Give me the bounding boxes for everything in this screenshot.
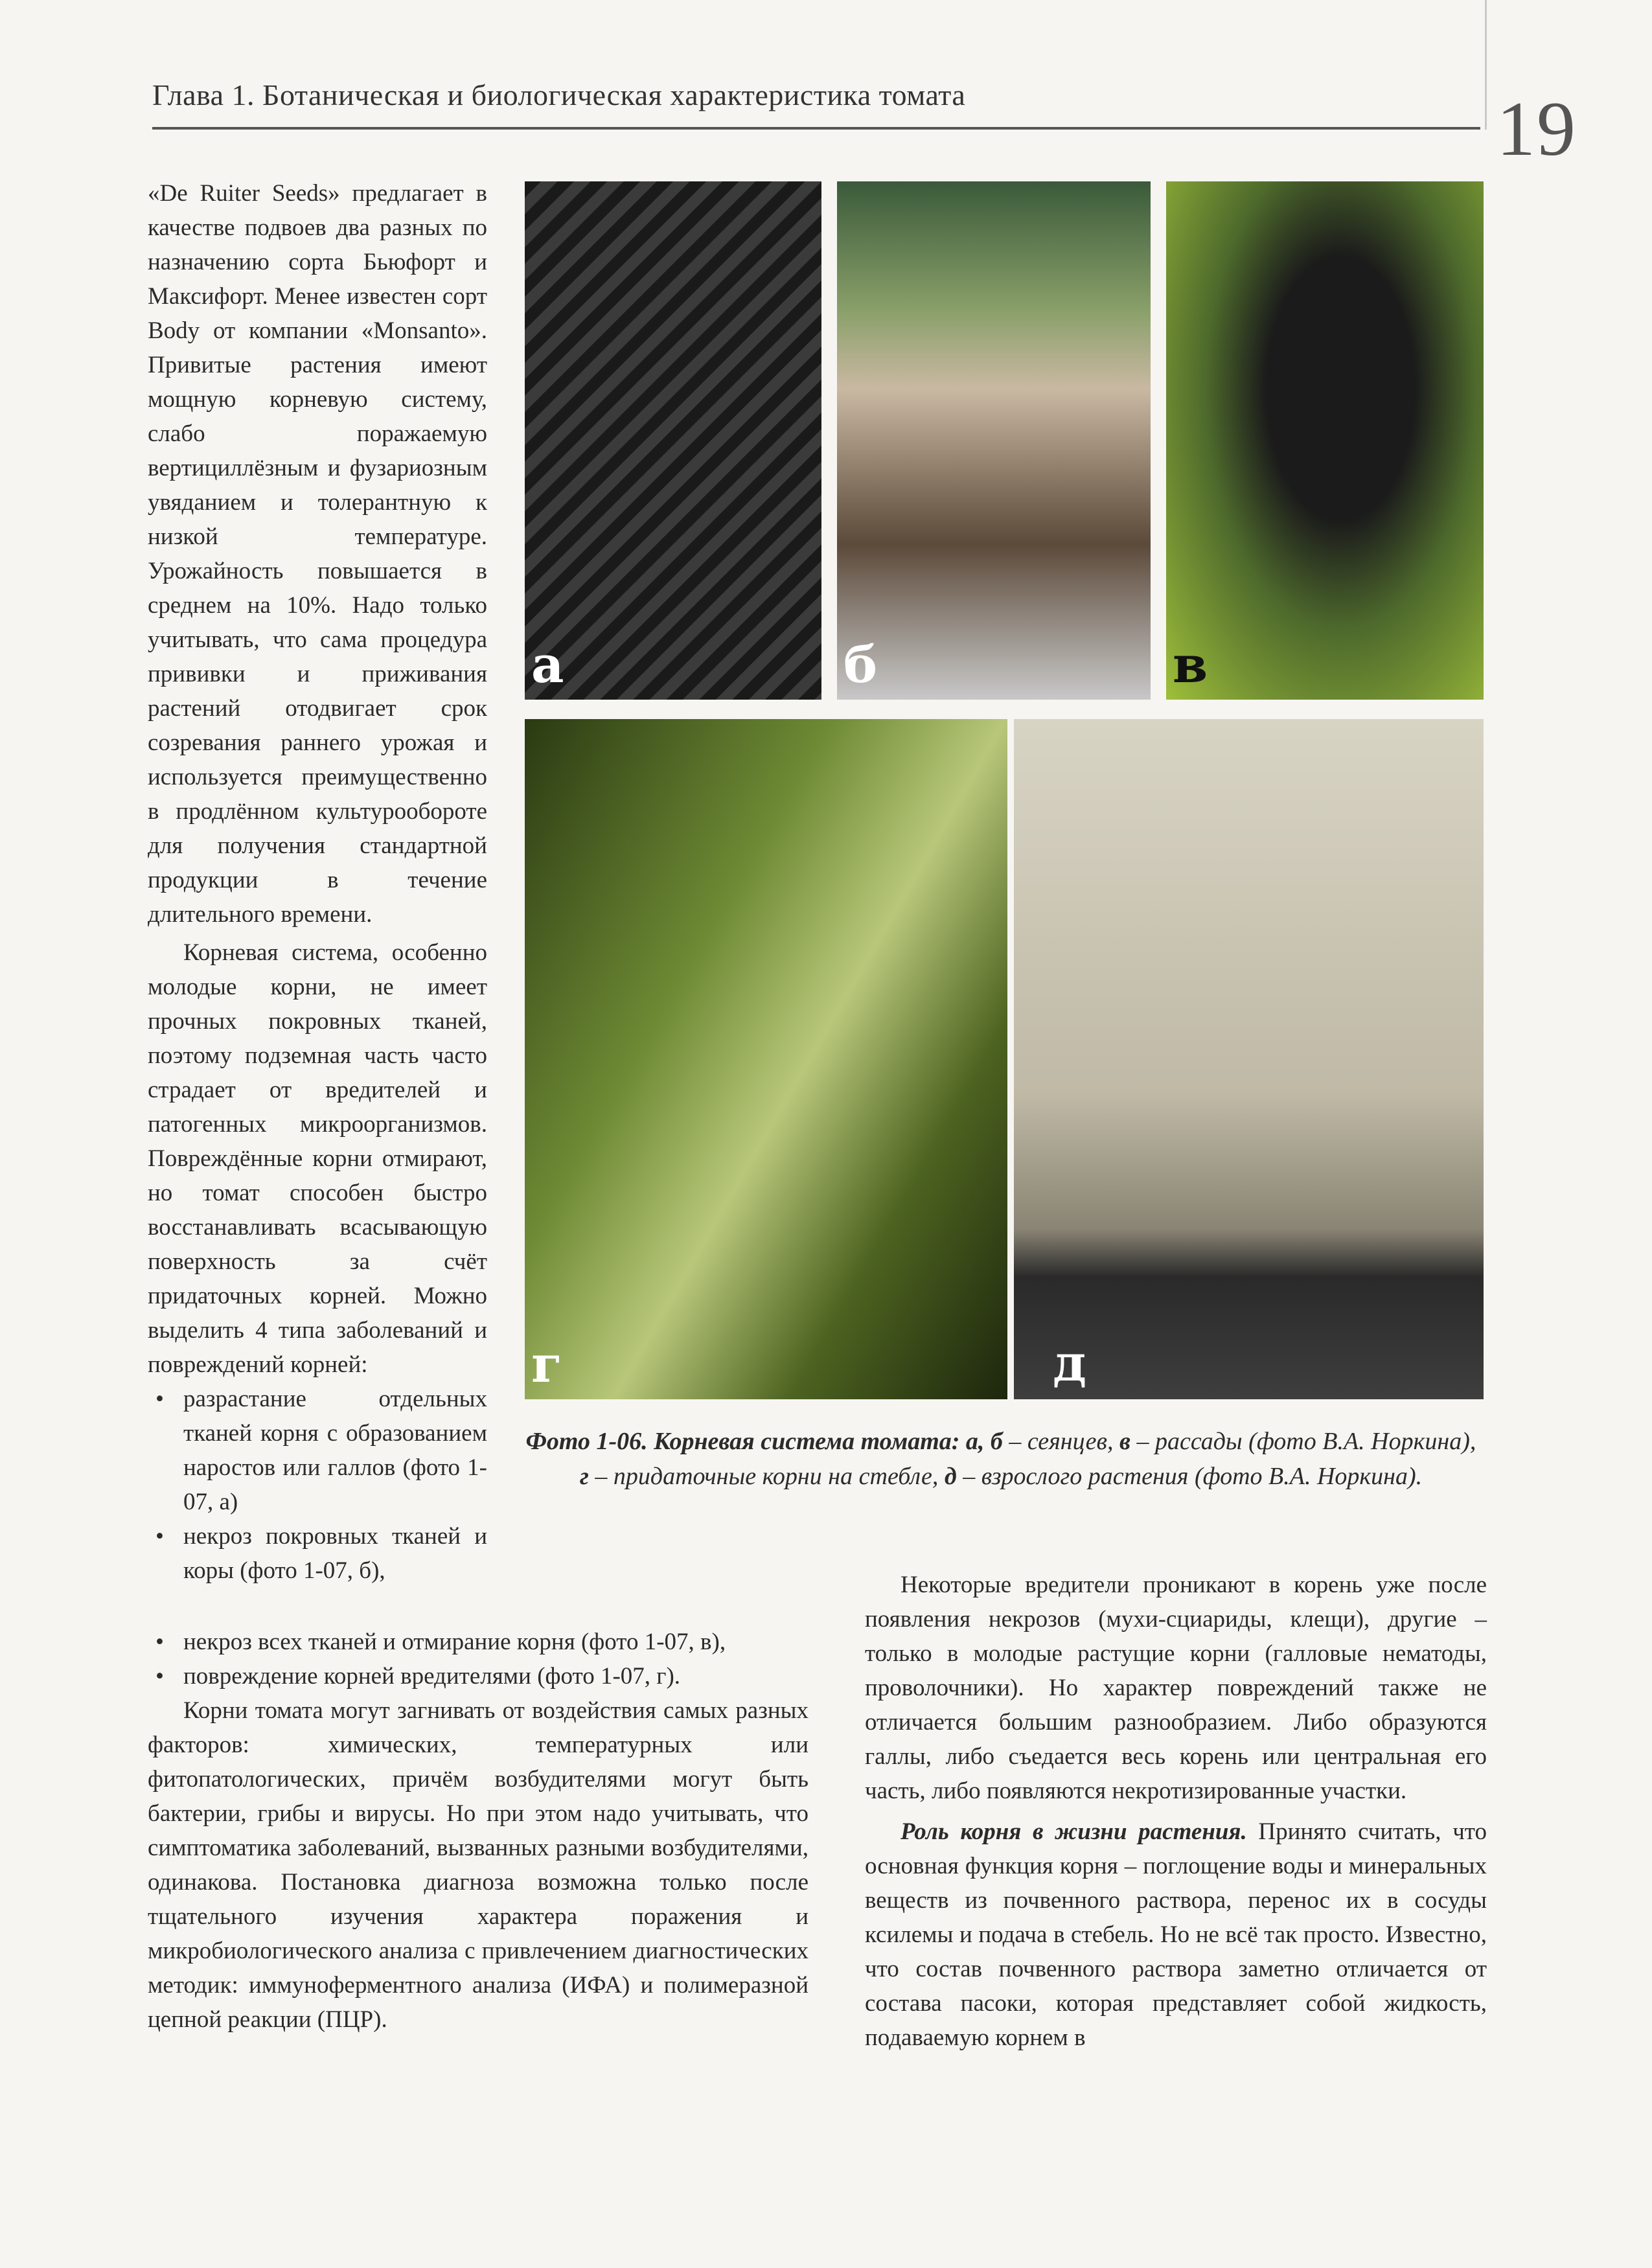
paragraph — [865, 1815, 1487, 2055]
photo-seedling-b — [837, 181, 1151, 700]
photo-label: а — [531, 636, 564, 694]
caption-letter: г — [579, 1463, 589, 1490]
left-column — [148, 176, 487, 1588]
bullet-item: • некроз покровных тканей и коры (фото 1-07, б), — [148, 1519, 487, 1588]
page-edge — [1485, 0, 1487, 130]
caption-letter: в — [1119, 1428, 1130, 1455]
paragraph: Корневая система, особенно молодые корни, не имеет прочных покровных тканей, поэтому подземная часть часто страдает от вредителей и патогенных микроорганизмов. Повреждённые корни отмирают, но томат способен быстро восстанавливать всасывающую поверхность за счёт придаточных корней. Можно выделить 4 типа заболеваний и повреждений корней: — [148, 939, 487, 1378]
bullet-list — [148, 1625, 809, 1693]
paragraph-text: Принято считать, что основная функция корня – поглощение воды и минеральных веществ из почвенного раствора, перенос их в сосуды ксилемы и подача в стебель. Но не всё так просто. Известно, что состав почвенного раствора заметно отличается от состава пасоки, которая представляет собой жидкость, подаваемую корнем в — [865, 1818, 1487, 2051]
photo-transplant-c — [1166, 181, 1484, 700]
bullet-item: • разрастание отдельных тканей корня с образованием наростов или галлов (фото 1-07, а) — [148, 1382, 487, 1519]
section-heading: Роль корня в жизни растения. — [901, 1818, 1247, 1845]
right-column — [865, 1568, 1487, 2055]
paragraph: Некоторые вредители проникают в корень уже после появления некрозов (мухи-сциариды, клещи), другие – только в молодые растущие корни (галловые нематоды, проволочники). Но характер повреждений также не отличается большим разнообразием. Либо образуются галлы, либо съедается весь корень или центральная его часть, либо появляются некротизированные участки. — [865, 1572, 1487, 1804]
caption-text: – взрослого растения (фото В.А. Норкина). — [956, 1463, 1423, 1490]
photo-label: д — [1053, 1334, 1086, 1393]
header-rule — [152, 127, 1480, 130]
photo-label: б — [843, 636, 878, 694]
caption-text: – сеянцев, — [1002, 1428, 1119, 1455]
photo-caption — [518, 1424, 1484, 1494]
bullet-item: • повреждение корней вредителями (фото 1-07, г). — [148, 1659, 809, 1693]
photo-label: г — [531, 1335, 562, 1394]
photo-adventitious-roots-d — [525, 719, 1007, 1399]
photo-seedling-a — [525, 181, 821, 700]
photo-adult-roots-e — [1014, 719, 1484, 1399]
caption-text: – рассады (фото В.А. Норкина), — [1130, 1428, 1476, 1455]
caption-title: Фото 1-06. Корневая система томата: а, б — [525, 1428, 1003, 1455]
paragraph: Корни томата могут загнивать от воздействия самых разных факторов: химических, температурных или фитопатологических, причём возбудителями могут быть бактерии, грибы и вирусы. Но при этом надо учитывать, что симптоматика заболеваний, вызванных разными возбудителями, одинакова. Постановка диагноза возможна только после тщательного изучения характера поражения и микробиологического анализа с привлечением диагностических методик: иммуноферментного анализа (ИФА) и полимеразной цепной реакции (ПЦР). — [148, 1697, 809, 2033]
caption-letter: д — [944, 1463, 957, 1490]
running-header: Глава 1. Ботаническая и биологическая характеристика томата — [152, 78, 966, 111]
page-number: 19 — [1497, 86, 1577, 172]
wide-text-block — [148, 1625, 809, 2037]
bullet-list — [148, 1382, 487, 1588]
caption-text: – придаточные корни на стебле, — [588, 1463, 945, 1490]
paragraph: «De Ruiter Seeds» предлагает в качестве подвоев два разных по назначению сорта Бьюфорт и Максифорт. Менее известен сорт Body от компании «Monsanto». Привитые растения имеют мощную корневую систему, слабо поражаемую вертициллёзным и фузариозным увяданием и толерантную к низкой температуре. Урожайность повышается в среднем на 10%. Надо только учитывать, что сама процедура прививки и приживания растений отодвигает срок созревания раннего урожая и используется преимущественно в продлённом культурообороте для получения стандартной продукции в течение длительного времени. — [148, 180, 487, 928]
bullet-item: • некроз всех тканей и отмирание корня (фото 1-07, в), — [148, 1625, 809, 1659]
photo-label: в — [1173, 636, 1208, 694]
